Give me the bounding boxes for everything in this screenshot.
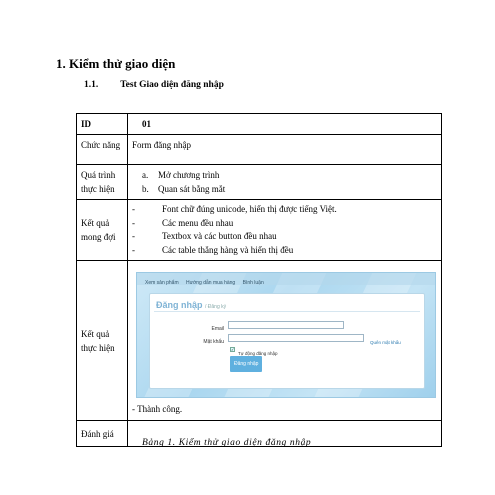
expected-item: - Textbox và các button đều nhau (132, 231, 277, 241)
row-actual (77, 261, 442, 421)
function-value: Form đăng nhập (128, 135, 442, 165)
table-caption: Bảng 1. Kiểm thử giao diện đăng nhập (142, 438, 312, 448)
remember-checkbox: ✓ (231, 347, 235, 352)
screenshot-nav (137, 273, 435, 285)
process-step (132, 182, 437, 196)
actual-value (128, 261, 442, 421)
evaluation-label: Đánh giá (77, 421, 128, 447)
id-label: ID (77, 114, 128, 135)
section-heading: 1. Kiểm thử giao diện (56, 56, 176, 71)
row-process (77, 165, 442, 200)
subsection-number: 1.1. (84, 80, 99, 90)
step-text: Quan sát bằng mắt (158, 184, 226, 194)
row-id (77, 114, 442, 135)
expected-text: Textbox và các button đều nhau (162, 231, 277, 241)
email-field (228, 321, 344, 329)
step-text: Mở chương trình (158, 170, 220, 180)
expected-item: - Font chữ đúng unicode, hiển thị được tiếng Việt. (132, 204, 337, 214)
remember-label: Tự động đăng nhập (238, 351, 278, 356)
subsection-heading (84, 80, 224, 90)
function-label: Chức năng (77, 135, 128, 165)
expected-item: - Các table thẳng hàng và hiển thị đều (132, 244, 294, 255)
expected-text: Các table thẳng hàng và hiển thị đều (162, 244, 294, 255)
login-screenshot (136, 272, 436, 398)
step-marker: a. (142, 170, 149, 180)
expected-text: Các menu đều nhau (162, 217, 234, 228)
id-value: 01 (128, 114, 442, 135)
actual-label: Kết quả thực hiện (77, 261, 128, 421)
actual-result: - Thành công. (132, 404, 183, 414)
nav-item: Bình luận (242, 280, 264, 286)
password-label: Mật khẩu (203, 339, 224, 345)
process-steps (132, 168, 437, 196)
expected-text: Font chữ đúng unicode, hiển thị được tiếng Việt. (162, 204, 337, 214)
nav-item: Xem sản phẩm (145, 280, 179, 286)
process-value (128, 165, 442, 200)
login-button: Đăng nhập (230, 356, 262, 372)
process-step (132, 168, 437, 182)
expected-list (132, 203, 437, 257)
expected-label: Kết quả mong đợi (77, 200, 128, 261)
password-field (228, 334, 364, 342)
row-expected (77, 200, 442, 261)
login-title-text: Đăng nhập (156, 300, 203, 310)
test-case-table (76, 113, 442, 447)
row-function (77, 135, 442, 165)
step-marker: b. (142, 184, 149, 194)
expected-value (128, 200, 442, 261)
nav-item: Hướng dẫn mua hàng (186, 280, 236, 286)
subsection-title: Test Giao diện đăng nhập (120, 80, 224, 90)
expected-item: - Các menu đều nhau (132, 217, 234, 228)
register-link: / Đăng ký (205, 304, 227, 310)
forgot-password-link: Quên mật khẩu (370, 340, 401, 345)
email-label: Email (211, 326, 224, 332)
login-panel (149, 293, 425, 389)
process-label: Quá trình thực hiện (77, 165, 128, 200)
